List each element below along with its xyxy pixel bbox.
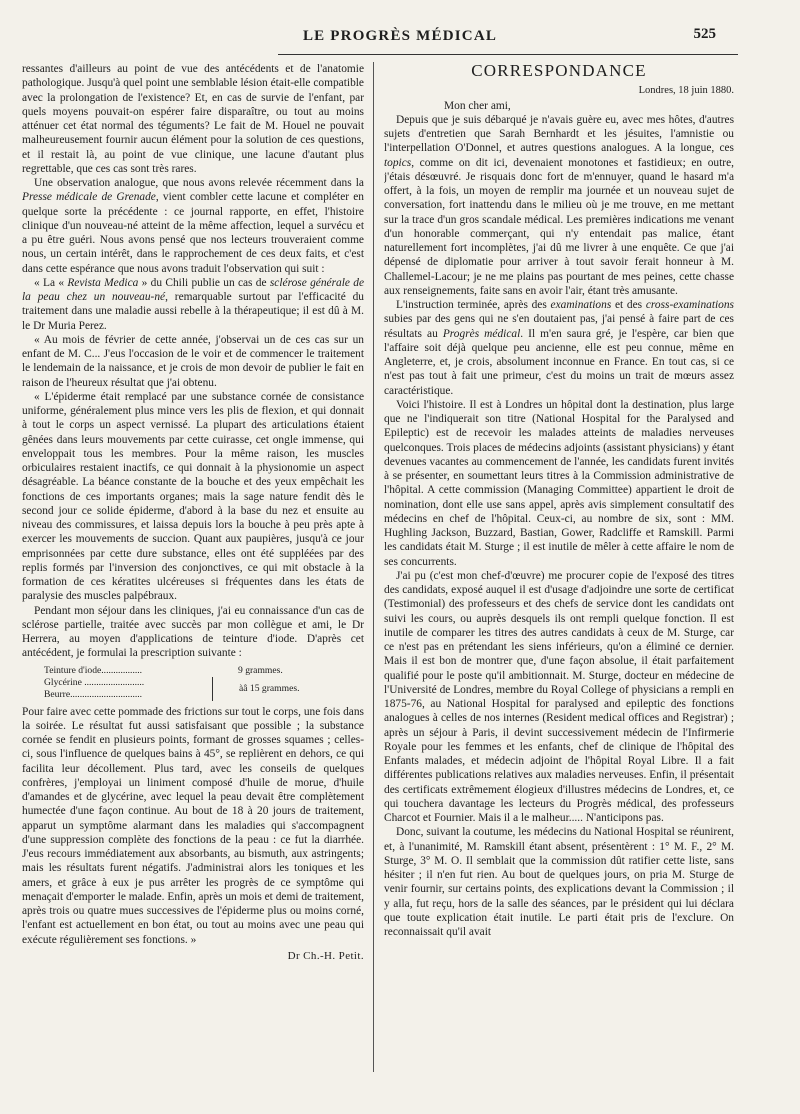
- ingredient-name: Glycérine .........................: [44, 676, 145, 688]
- text-run: , comme on dit ici, devenaient monotones et fastidieux; en outre, j'étais désœuvré. Je risquais donc fort de m'ennuyer, quand le hasard m'a offert, à la fois, un moyen de remplir ma journée et un nouveau sujet de conversation, fort inattendu dans le milieu où je me trouve, en me mettant sur la trace d'un gros scandale médical. Les premières indications me venant d'un honorable commerçant, qui n'y entendait pas malice, étant naturellement fort incomplètes, j'ai dû me livrer à une enquête. Ce que j'ai dépensé de diplomatie pour arriver à tout savoir ferait honneur à M. Challemel-Lacour; je ne me plains pas pourtant de mes peines, cette chasse aux renseignements, faite sans en avoir l'air, étant très amusante.: [384, 156, 734, 297]
- left-paragraph-5: « L'épiderme était remplacé par une substance cornée de consistance uniforme, généralement plus mince vers les plis de flexion, et qui donnait à tout le corps un aspect vernissé. La plupart des articulations étaient gênées dans leurs mouvements par cette cuirasse, cet ongle immense, qui enveloppait tous les membres. Pour la même raison, les muscles orbiculaires restaient inactifs, ce qui donnait à la physionomie un aspect désagréable. La béance constante de la bouche et des yeux empêchait les fonctions de ces importants organes; mais la sage nature fendit dès le second jour ce solide épiderme, d'abord à la base du nez et ensuite au niveau des commissures, et laissa depuis lors la bouche à peu près apte à exercer les mouvements de succion. Quant aux paupières, jusqu'à ce jour emprisonnées par cette dure substance, elles ont été suppléées par des replis formés par l'inversion des conjonctives, ce qui mit obstacle à la formation de ces kératites ulcéreuses si fréquentes dans les états de paralysie des muscles palpébraux.: [22, 390, 364, 603]
- prescription-row: [44, 665, 364, 677]
- text-run: » du Chili publie un cas de: [138, 276, 270, 289]
- right-paragraph-5: Donc, suivant la coutume, les médecins du National Hospital se réunirent, et, à l'unanimité, M. Ramskill étant absent, présentèrent : 1° M. F., 2° M. Sturge, 3° M. O. Il semblait que la commission dût ratifier cette liste, sans hésiter ; il n'en fut rien. Au bout de quelques jours, on pria M. Sturge de venir fournir, sur certains points, des explications devant la Commission ; il y alla, fut reçu, hors de la salle des séances, par le président qui lui déclara que toute explication était inutile. Le parti était pris de l'exclure. On reconnaissait qu'il avait: [384, 826, 734, 938]
- left-paragraph-2: [22, 176, 364, 276]
- text-run: subies par des gens qui ne s'en doutaient pas, j'ai pensé à faire part de ces résultats au: [384, 313, 734, 340]
- journal-title: Presse médicale de Grenade: [22, 191, 156, 204]
- left-paragraph-7: Pour faire avec cette pommade des frictions sur tout le corps, une fois dans la soirée. Le résultat fut aussi satisfaisant que possible ; la substance cornée se fendit en plusieurs points, formant de grosses squames ; celles-ci, sous l'influence de quelques bains à 45°, se replièrent en dehors, ce qui facilita leur décollement. Plus tard, avec les conseils de quelques confrères, j'employai un liniment composé d'huile de morue, d'huile d'amandes et de glycérine, avec lequel la peau devait être complètement humectée d'une façon continue. Au bout de 18 à 20 jours de traitement, apparut un symptôme alarmant dans les maladies qui s'accompagnent d'une suppression complète des fonctions de la peau : ce fut la diarrhée. J'eus recours immédiatement aux absorbants, au bismuth, aux astringents; mais les résultats furent négatifs. J'administrai alors les toniques et les amers, et grâce à eux je pus arrêter les progrès de ce symptôme qui menaçait d'emporter le malade. Enfin, après un mois et demi de traitement, après trois ou quatre mues successives de l'épiderme plus ou moins corné, l'enfant est actuellement en bon état, ou tout au moins avec une peau qui exécute régulièrement ses fonctions. »: [22, 705, 364, 946]
- left-paragraph-4: « Au mois de février de cette année, j'observai un de ces cas sur un enfant de M. C... J'eus l'occasion de le voir et de commencer le traitement le lendemain de la naissance, et je crois de mon devoir de publier le fait en raison de l'heureux résultat que j'ai obtenu.: [22, 333, 364, 389]
- right-column: [384, 62, 734, 1082]
- salutation: Mon cher ami,: [444, 99, 511, 112]
- disease-name: sclérose générale de la peau chez un nouveau-né: [22, 276, 364, 303]
- english-term: topics: [384, 156, 412, 169]
- left-column: [22, 62, 364, 1082]
- left-paragraph-1: ressantes d'ailleurs au point de vue des antécédents et de l'anatomie pathologique. Jusqu'à quel point une semblable lésion était-elle compatible avec la prolongation de l'existence? Et, en cas de survie de l'enfant, par quels moyens pouvait-on espérer faire disparaître, ou tout au moins atténuer cet état normal des téguments? Le fait de M. Houel ne pouvait malheureusement fournir aucun élément pour la solution de ces questions, et il restait là, au point de vue clinique, une lacune d'autant plus regrettable, que ces cas sont très rares.: [22, 63, 364, 175]
- right-paragraph-4: J'ai pu (c'est mon chef-d'œuvre) me procurer copie de l'exposé des titres des candidats, exposé auquel il est d'usage d'adjoindre une sorte de certificat (Testimonial) des professeurs et des chefs de service dont les candidats ont suivi les cours, ou auprès desquels ils ont rempli quelque fonction. Il est inutile de comparer les titres des autres candidats à ceux de M. Sturge, car ce n'est pas en prétendant les siens inférieurs, qu'on a éliminé ce dernier. Mais il est bon de montrer que, d'une façon absolue, il était parfaitement qualifié pour le poste qu'il ambitionnait. M. Sturge, docteur en médecine de l'Université de Londres, membre du Royal College of physicians a rempli en 1875-76, au National Hospital for paralysed and epileptic des fonctions analogues à celles de nos internes (Resident medical offices and Registrar) ; après un séjour à Paris, il devint successivement médecin de l'Infirmerie Royale pour les femmes et les enfants, chef de clinique de l'hôpital des Enfants malades, et médecin adjoint de l'hôpital Royal Libre. Il a fait différentes publications relatives aux maladies nerveuses. Enfin, il présentait des certificats extrêmement élogieux d'illustres médecins de Londres, et, ce qui touchera davantage les lecteurs du Progrès médical, des professeurs Charcot et Fournier. Mais il a le malheur..... N'anticipons pas.: [384, 569, 734, 824]
- journal-title: Progrès médical: [442, 327, 521, 340]
- text-run: , vient combler cette lacune et compléter en quelque sorte la précédente : ce journal rapporte, en effet, l'histoire clinique d'un nouveau-né atteint de la même affection, lequel a survécu et a pu être guéri. Nous avons pensé que nos lecteurs trouveraient comme nous, un certain intérêt, dans le rapprochement de ces deux faits, et c'est dans cette espérance que nous avons traduit l'observation qui suit :: [22, 191, 364, 275]
- text-run: , remarquable surtout par l'efficacité du traitement dans une maladie aussi rebelle à la thérapeutique; il est dû à M. le Dr Muria Perez.: [22, 291, 364, 332]
- text-run: et des: [611, 299, 646, 311]
- ingredient-name: Beurre..............................: [44, 688, 143, 700]
- right-paragraph-3: Voici l'histoire. Il est à Londres un hôpital dont la destination, plus large que ne l'indiquerait son titre (National Hospital for the Paralysed and Epileptic) est de recevoir les malades atteints de maladies nerveuses quelconques. Trois places de médecins adjoints (assistant physicians) y étant devenues vacantes au commencement de l'année, les candidats furent invités à se présenter, en soumettant leurs titres à la Commission administrative de l'hôpital. A cette commission (Managing Committee) appartient le droit de nomination, dont elle use sans appel, après avis simplement consultatif des médecins en chef de l'hôpital. Ceux-ci, au nombre de six, sont : MM. Hughling Jackson, Buzzard, Bastian, Gower, Radcliffe et Ramskill. Parmi les candidats était M. Sturge ; il est inutile de mêler à cette affaire le nom de ses concurrents.: [384, 398, 734, 568]
- right-paragraph-2: [384, 298, 734, 398]
- ingredient-dose: àâ 15 grammes.: [239, 682, 300, 694]
- journal-title: Revista Medica: [67, 276, 139, 289]
- ingredient-dose: 9 grammes.: [238, 664, 283, 676]
- page-header: [0, 28, 800, 50]
- text-run: Depuis que je suis débarqué je n'avais guère eu, avec mes hôtes, d'autres sujets d'entretien que Sarah Bernhardt et les jésuites, l'amnistie ou l'interpellation O'Donnel, et autres questions analogues. A la longue, ces: [384, 113, 734, 155]
- author-signature: Dr Ch.-H. Petit.: [287, 949, 364, 962]
- prescription: [44, 665, 364, 701]
- running-title: LE PROGRÈS MÉDICAL: [302, 28, 498, 44]
- prescription-group: [44, 677, 364, 701]
- header-rule: [278, 54, 738, 55]
- dateline: Londres, 18 juin 1880.: [638, 85, 734, 97]
- text-run: « La «: [34, 276, 68, 289]
- page-number: 525: [693, 26, 716, 42]
- english-term: cross-examinations: [645, 299, 734, 311]
- left-paragraph-6: Pendant mon séjour dans les cliniques, j'ai eu connaissance d'un cas de sclérose partielle, traitée avec succès par mon collègue et ami, le Dr Herrera, au moyen d'applications de teinture d'iode. D'après cet antécédent, je formulai la prescription suivante :: [22, 604, 364, 660]
- text-run: L'instruction terminée, après des: [396, 299, 551, 311]
- column-divider: [373, 62, 374, 1072]
- english-term: examinations: [550, 299, 612, 311]
- left-paragraph-3: [22, 276, 364, 333]
- prescription-group-names: [44, 677, 213, 701]
- section-title: CORRESPONDANCE: [471, 62, 647, 80]
- text-run: . Il m'en saura gré, je l'espère, car bien que l'affaire soit déjà quelque peu ancienne, elle est peu connue, même en Angleterre, et, je crois, absolument inconnue en France. En tout cas, si ce n'est pas tout à fait une primeur, c'est du moins un trait de mœurs assez caractéristique.: [384, 327, 734, 397]
- ingredient-name: Teinture d'iode.................: [44, 664, 143, 676]
- text-run: Une observation analogue, que nous avons relevée récemment dans la: [34, 177, 364, 189]
- right-paragraph-1: [384, 113, 734, 298]
